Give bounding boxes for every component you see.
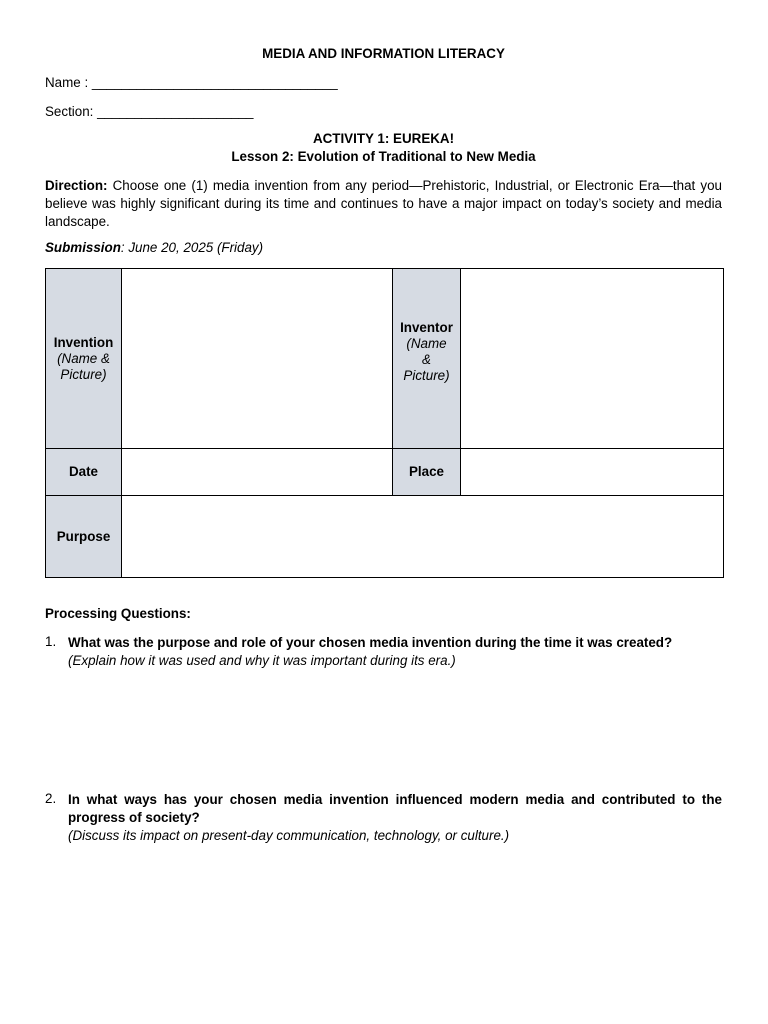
direction-text: Choose one (1) media invention from any period—Prehistoric, Industrial, or Electronic Era—that you believe was highly significant during its time and continues to have a major impact on today’s society and media landscape. xyxy=(45,178,722,229)
question-2-text: In what ways has your chosen media invention influenced modern media and contributed to the progress of society? xyxy=(68,792,722,825)
question-1-text: What was the purpose and role of your chosen media invention during the time it was created? xyxy=(68,635,673,650)
question-2 xyxy=(68,791,722,845)
question-1-hint: (Explain how it was used and why it was important during its era.) xyxy=(68,653,456,668)
invention-sublabel: (Name & Picture) xyxy=(57,350,110,382)
section-blank[interactable]: _____________________ xyxy=(97,104,254,119)
invention-header-cell xyxy=(46,269,122,449)
invention-input-cell[interactable] xyxy=(122,269,393,449)
date-label: Date xyxy=(46,449,122,496)
answer-1-area[interactable] xyxy=(68,676,722,781)
section-line xyxy=(45,104,254,119)
question-1-number: 1. xyxy=(45,634,57,649)
purpose-label: Purpose xyxy=(46,496,122,578)
date-input-cell[interactable] xyxy=(122,449,393,496)
invention-label: Invention xyxy=(53,334,114,350)
inventor-sublabel: (Name & Picture) xyxy=(403,335,450,383)
invention-table xyxy=(45,268,724,578)
direction-paragraph xyxy=(45,177,722,231)
question-2-number: 2. xyxy=(45,791,57,806)
place-label: Place xyxy=(393,449,461,496)
inventor-header-cell xyxy=(393,269,461,449)
purpose-input-cell[interactable] xyxy=(122,496,724,578)
submission-line xyxy=(45,240,263,255)
course-title: MEDIA AND INFORMATION LITERACY xyxy=(262,46,505,61)
place-input-cell[interactable] xyxy=(461,449,724,496)
name-label: Name : xyxy=(45,75,92,90)
submission-label: Submission xyxy=(45,240,121,255)
direction-label: Direction: xyxy=(45,178,108,193)
question-2-hint: (Discuss its impact on present-day communication, technology, or culture.) xyxy=(68,828,510,843)
inventor-label: Inventor xyxy=(400,319,453,335)
lesson-title: Lesson 2: Evolution of Traditional to New Media xyxy=(231,149,536,164)
answer-2-area[interactable] xyxy=(68,852,722,1002)
inventor-input-cell[interactable] xyxy=(461,269,724,449)
section-label: Section: xyxy=(45,104,98,119)
activity-title: ACTIVITY 1: EUREKA! xyxy=(312,131,455,146)
submission-date: : June 20, 2025 (Friday) xyxy=(120,240,264,255)
name-blank[interactable]: _________________________________ xyxy=(91,75,338,90)
name-line xyxy=(45,75,338,90)
question-1 xyxy=(68,634,722,670)
processing-heading: Processing Questions: xyxy=(45,606,191,621)
